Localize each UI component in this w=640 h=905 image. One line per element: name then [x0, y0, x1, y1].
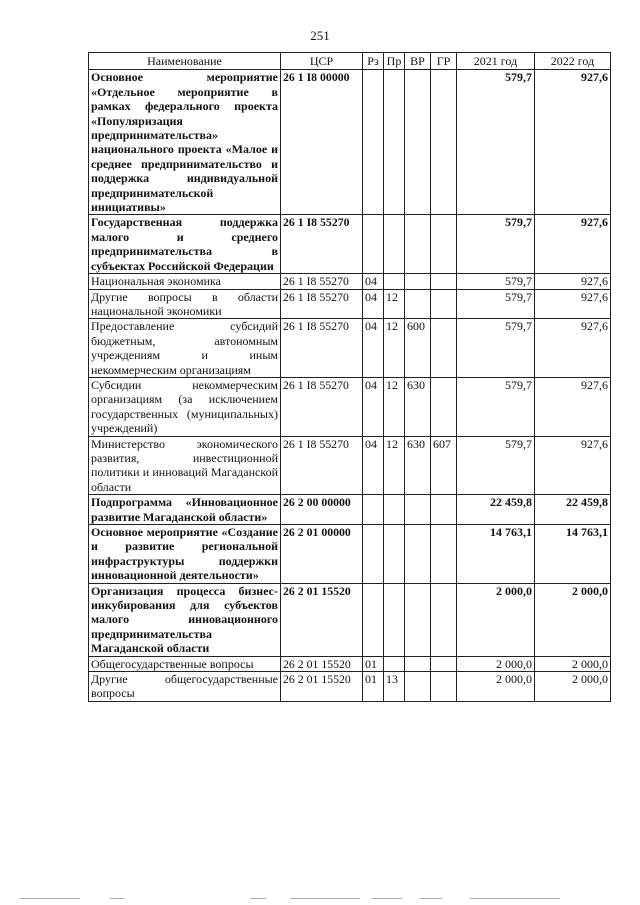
cell-csr: 26 2 00 00000 — [281, 495, 363, 525]
cell-gr — [431, 672, 457, 702]
cell-2021: 579,7 — [457, 319, 535, 378]
cell-pr — [384, 495, 405, 525]
cell-2021: 2 000,0 — [457, 656, 535, 671]
cell-name: Субсидии некоммерческим организациям (за исключением государственных (муниципальных) учреждений) — [89, 377, 281, 436]
cell-rz — [363, 583, 384, 656]
cell-csr: 26 1 I8 55270 — [281, 274, 363, 289]
cell-rz: 04 — [363, 289, 384, 319]
cell-2022: 927,6 — [535, 319, 611, 378]
table-row — [89, 377, 611, 436]
cell-gr — [431, 70, 457, 215]
column-header-pr: Пр — [384, 53, 405, 70]
cell-gr — [431, 656, 457, 671]
cell-vr — [405, 70, 431, 215]
cell-pr: 12 — [384, 436, 405, 495]
cell-pr — [384, 70, 405, 215]
cell-vr — [405, 583, 431, 656]
cell-2022: 2 000,0 — [535, 583, 611, 656]
cell-vr — [405, 215, 431, 274]
cell-name: Подпрограмма «Инновационное развитие Магаданской области» — [89, 495, 281, 525]
cell-vr: 600 — [405, 319, 431, 378]
cell-2021: 22 459,8 — [457, 495, 535, 525]
cell-rz — [363, 215, 384, 274]
cell-pr: 12 — [384, 319, 405, 378]
cell-csr: 26 1 I8 55270 — [281, 289, 363, 319]
cell-2022: 2 000,0 — [535, 656, 611, 671]
table-row — [89, 525, 611, 584]
table-row — [89, 70, 611, 215]
cell-2022: 927,6 — [535, 274, 611, 289]
cell-csr: 26 2 01 15520 — [281, 672, 363, 702]
cell-csr: 26 1 I8 00000 — [281, 70, 363, 215]
cell-2021: 579,7 — [457, 289, 535, 319]
cell-gr — [431, 289, 457, 319]
cell-2022: 22 459,8 — [535, 495, 611, 525]
cell-2022: 927,6 — [535, 70, 611, 215]
table-row — [89, 436, 611, 495]
cell-gr — [431, 583, 457, 656]
column-header-gr: ГР — [431, 53, 457, 70]
cell-2022: 927,6 — [535, 215, 611, 274]
cell-vr — [405, 495, 431, 525]
cell-name: Предоставление субсидий бюджетным, автономным учреждениям и иным некоммерческим организациям — [89, 319, 281, 378]
table-row — [89, 319, 611, 378]
cell-vr: 630 — [405, 377, 431, 436]
cell-csr: 26 2 01 15520 — [281, 656, 363, 671]
cell-csr: 26 1 I8 55270 — [281, 377, 363, 436]
cell-rz: 01 — [363, 672, 384, 702]
cell-csr: 26 2 01 15520 — [281, 583, 363, 656]
cell-rz: 04 — [363, 319, 384, 378]
cell-vr — [405, 656, 431, 671]
table-row — [89, 289, 611, 319]
cell-rz — [363, 525, 384, 584]
cell-2021: 14 763,1 — [457, 525, 535, 584]
page-number: 251 — [310, 28, 330, 43]
cell-vr — [405, 289, 431, 319]
cell-pr: 12 — [384, 377, 405, 436]
cell-2021: 2 000,0 — [457, 583, 535, 656]
cell-2021: 579,7 — [457, 274, 535, 289]
column-header-name: Наименование — [89, 53, 281, 70]
cell-pr — [384, 274, 405, 289]
cell-pr: 12 — [384, 289, 405, 319]
cell-name: Национальная экономика — [89, 274, 281, 289]
cell-2021: 579,7 — [457, 377, 535, 436]
cell-gr — [431, 495, 457, 525]
cell-name: Другие вопросы в области национальной экономики — [89, 289, 281, 319]
table-body — [89, 70, 611, 701]
cell-csr: 26 2 01 00000 — [281, 525, 363, 584]
table-row — [89, 495, 611, 525]
cell-pr — [384, 215, 405, 274]
cell-name: Основное мероприятие «Создание и развитие региональной инфраструктуры поддержки инновационной деятельности» — [89, 525, 281, 584]
cell-rz: 04 — [363, 436, 384, 495]
column-header-vr: ВР — [405, 53, 431, 70]
cell-name: Общегосударственные вопросы — [89, 656, 281, 671]
cell-csr: 26 1 I8 55270 — [281, 436, 363, 495]
table-row — [89, 672, 611, 702]
cell-name: Основное мероприятие «Отдельное мероприятие в рамках федерального проекта «Популяризация предпринимательства» национального проекта «Малое и среднее предпринимательство и поддержка индивидуальной предпринимательской инициативы» — [89, 70, 281, 215]
cell-vr: 630 — [405, 436, 431, 495]
cell-csr: 26 1 I8 55270 — [281, 319, 363, 378]
cell-pr — [384, 656, 405, 671]
cell-gr — [431, 274, 457, 289]
cell-gr — [431, 525, 457, 584]
cell-vr — [405, 525, 431, 584]
cell-vr — [405, 672, 431, 702]
cell-gr — [431, 377, 457, 436]
table-header-row — [89, 53, 611, 70]
cell-vr — [405, 274, 431, 289]
cell-pr — [384, 525, 405, 584]
footer-scan-marks — [0, 898, 640, 902]
cell-pr: 13 — [384, 672, 405, 702]
cell-2021: 579,7 — [457, 436, 535, 495]
cell-pr — [384, 583, 405, 656]
table-row — [89, 656, 611, 671]
column-header-rz: Рз — [363, 53, 384, 70]
cell-2022: 927,6 — [535, 436, 611, 495]
budget-table — [88, 52, 611, 702]
column-header-2022: 2022 год — [535, 53, 611, 70]
cell-gr — [431, 215, 457, 274]
cell-gr: 607 — [431, 436, 457, 495]
column-header-2021: 2021 год — [457, 53, 535, 70]
cell-name: Другие общегосударственные вопросы — [89, 672, 281, 702]
cell-2022: 14 763,1 — [535, 525, 611, 584]
cell-name: Организация процесса бизнес-инкубирования для субъектов малого инновационного предпринимательства Магаданской области — [89, 583, 281, 656]
cell-gr — [431, 319, 457, 378]
cell-csr: 26 1 I8 55270 — [281, 215, 363, 274]
cell-2022: 2 000,0 — [535, 672, 611, 702]
cell-rz — [363, 495, 384, 525]
cell-rz: 01 — [363, 656, 384, 671]
cell-rz: 04 — [363, 274, 384, 289]
cell-2021: 579,7 — [457, 215, 535, 274]
cell-2022: 927,6 — [535, 289, 611, 319]
table-row — [89, 583, 611, 656]
cell-name: Государственная поддержка малого и среднего предпринимательства в субъектах Российской Федерации — [89, 215, 281, 274]
table-row — [89, 274, 611, 289]
cell-name: Министерство экономического развития, инвестиционной политики и инноваций Магаданской области — [89, 436, 281, 495]
cell-rz: 04 — [363, 377, 384, 436]
cell-2022: 927,6 — [535, 377, 611, 436]
cell-2021: 2 000,0 — [457, 672, 535, 702]
cell-2021: 579,7 — [457, 70, 535, 215]
table-row — [89, 215, 611, 274]
cell-rz — [363, 70, 384, 215]
column-header-csr: ЦСР — [281, 53, 363, 70]
